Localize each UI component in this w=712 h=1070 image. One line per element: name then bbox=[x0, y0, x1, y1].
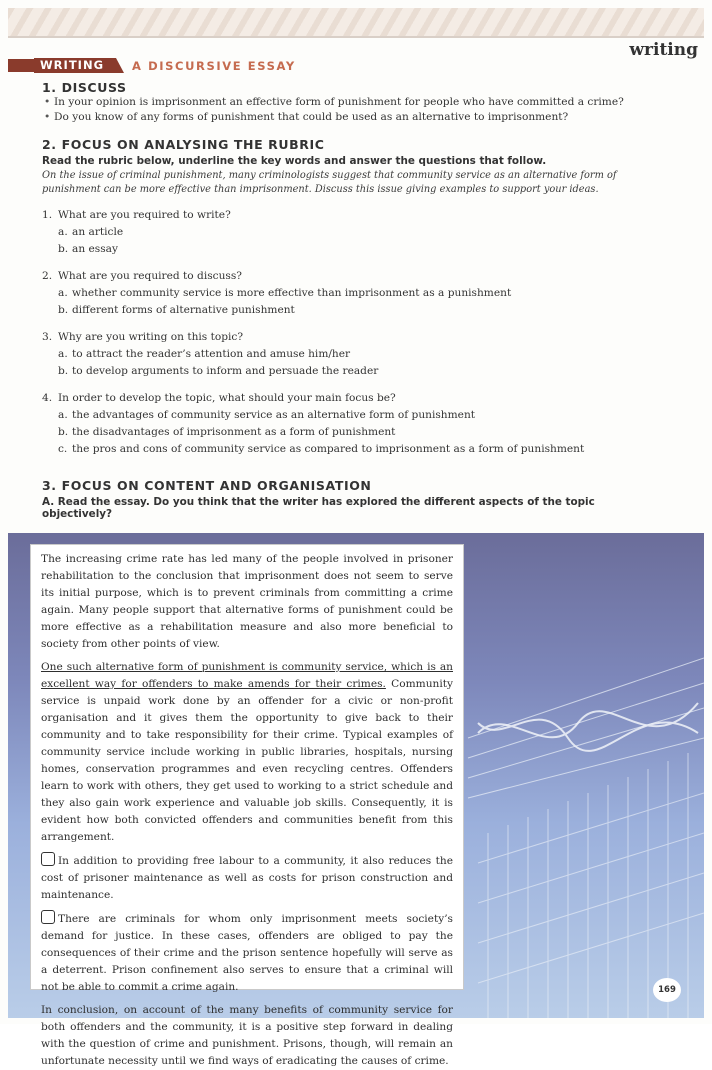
section-heading-row bbox=[8, 58, 296, 73]
rubric-text: On the issue of criminal punishment, many criminologists suggest that community service as an alternative form of punishment can be more effective than imprisonment. Discuss this issue giving examples to support your ideas. bbox=[42, 170, 617, 195]
question-text: What are you required to write? bbox=[58, 209, 231, 221]
option-text: to develop arguments to inform and persuade the reader bbox=[72, 365, 379, 377]
essay-paragraph-3-text: In addition to providing free labour to a community, it also reduces the cost of prisoner maintenance as well as costs for prison construction and maintenance. bbox=[41, 855, 453, 901]
topic-sentence-checkbox[interactable] bbox=[41, 910, 55, 924]
discuss-bullet: • In your opinion is imprisonment an effective form of punishment for people who have committed a crime? bbox=[42, 95, 662, 110]
essay-paragraph-2-body: Community service is unpaid work done by an offender for a civic or non-profit organisation and it gives them the opportunity to give back to their community and to take responsibility for their crime. Typical examples of community service include working in public libraries, hospitals, nursing homes, conservation programmes and even recycling centres. Offenders learn to work with others, they get used to working to a strict schedule and they also gain work experience and valuable job skills. Consequently, it is evident how both convicted offenders and communities benefit from this arrangement. bbox=[41, 678, 453, 843]
option-text: an article bbox=[72, 226, 124, 238]
option-letter: b. bbox=[58, 426, 69, 438]
content-instruction: A. Read the essay. Do you think that the writer has explored the different aspects of the topic objectively? bbox=[42, 496, 595, 520]
discuss-heading: 1. DISCUSS bbox=[42, 80, 127, 95]
option-letter: a. bbox=[58, 226, 68, 238]
essay-paragraph-4 bbox=[41, 910, 453, 996]
answer-option[interactable] bbox=[42, 285, 662, 302]
question-2 bbox=[42, 268, 662, 319]
answer-option[interactable] bbox=[42, 407, 662, 424]
question-4 bbox=[42, 390, 662, 458]
answer-option[interactable] bbox=[42, 241, 662, 258]
option-letter: a. bbox=[58, 409, 68, 421]
option-text: different forms of alternative punishment bbox=[72, 304, 295, 316]
option-letter: b. bbox=[58, 304, 69, 316]
topic-sentence-checkbox[interactable] bbox=[41, 852, 55, 866]
section-badge: WRITING bbox=[34, 58, 116, 73]
essay-box bbox=[30, 544, 464, 1067]
rubric-instruction: Read the rubric below, underline the key words and answer the questions that follow. bbox=[42, 155, 547, 167]
section-subtitle: A DISCURSIVE ESSAY bbox=[132, 58, 296, 73]
rubric-heading: 2. FOCUS ON ANALYSING THE RUBRIC bbox=[42, 137, 325, 152]
option-text: the advantages of community service as an alternative form of punishment bbox=[72, 409, 476, 421]
question-text: Why are you writing on this topic? bbox=[58, 331, 244, 343]
answer-option[interactable] bbox=[42, 363, 662, 380]
essay-topic-sentence: One such alternative form of punishment is community service, which is an excellent way for offenders to make amends for their crimes. bbox=[41, 661, 453, 690]
exercise-content bbox=[42, 80, 662, 520]
essay-paragraph-3 bbox=[41, 852, 453, 904]
page-number: 169 bbox=[653, 978, 681, 1002]
question-number: 3. bbox=[42, 331, 53, 343]
question-number: 1. bbox=[42, 209, 53, 221]
answer-option[interactable] bbox=[42, 346, 662, 363]
discuss-bullet: • Do you know of any forms of punishment that could be used as an alternative to imprisonment? bbox=[42, 110, 662, 125]
option-letter: a. bbox=[58, 348, 68, 360]
question-number: 4. bbox=[42, 392, 53, 404]
essay-paragraph-intro: The increasing crime rate has led many of the people involved in prisoner rehabilitation to the conclusion that imprisonment does not seem to serve its initial purpose, which is to prevent criminals from committing a crime again. Many people support that alternative forms of punishment could be more effective as a rehabilitation measure and also more beneficial to society from other points of view. bbox=[41, 553, 453, 650]
option-text: whether community service is more effective than imprisonment as a punishment bbox=[72, 287, 512, 299]
content-heading: 3. FOCUS ON CONTENT AND ORGANISATION bbox=[42, 478, 372, 493]
option-letter: b. bbox=[58, 243, 69, 255]
essay-paragraph-2 bbox=[41, 659, 453, 846]
option-letter: c. bbox=[58, 443, 68, 455]
question-number: 2. bbox=[42, 270, 53, 282]
answer-option[interactable] bbox=[42, 302, 662, 319]
corner-section-label: writing bbox=[629, 40, 698, 60]
essay-paragraph-conclusion: In conclusion, on account of the many benefits of community service for both offenders and the community, it is a positive step forward in dealing with the question of crime and punishment. Prisons, though, will remain an unfortunate necessity until we find ways of eradicating the causes of crime. bbox=[41, 1004, 453, 1067]
option-text: to attract the reader’s attention and amuse him/her bbox=[72, 348, 351, 360]
option-text: an essay bbox=[72, 243, 118, 255]
question-1 bbox=[42, 207, 662, 258]
question-3 bbox=[42, 329, 662, 380]
header-divider bbox=[8, 36, 704, 38]
option-text: the disadvantages of imprisonment as a form of punishment bbox=[72, 426, 396, 438]
answer-option[interactable] bbox=[42, 441, 662, 458]
answer-option[interactable] bbox=[42, 224, 662, 241]
decorative-header-band bbox=[8, 8, 704, 38]
answer-option[interactable] bbox=[42, 424, 662, 441]
option-letter: b. bbox=[58, 365, 69, 377]
option-letter: a. bbox=[58, 287, 68, 299]
question-text: What are you required to discuss? bbox=[58, 270, 242, 282]
option-text: the pros and cons of community service as compared to imprisonment as a form of punishment bbox=[72, 443, 585, 455]
badge-bar bbox=[8, 59, 34, 72]
question-text: In order to develop the topic, what should your main focus be? bbox=[58, 392, 396, 404]
essay-paragraph-4-text: There are criminals for whom only imprisonment meets society’s demand for justice. In these cases, offenders are obliged to pay the consequences of their crime and the prison sentence hopefully will serve as a deterrent. Prison confinement also serves to ensure that a criminal will not be able to commit a crime again. bbox=[41, 913, 453, 993]
discuss-bullets bbox=[42, 95, 662, 125]
